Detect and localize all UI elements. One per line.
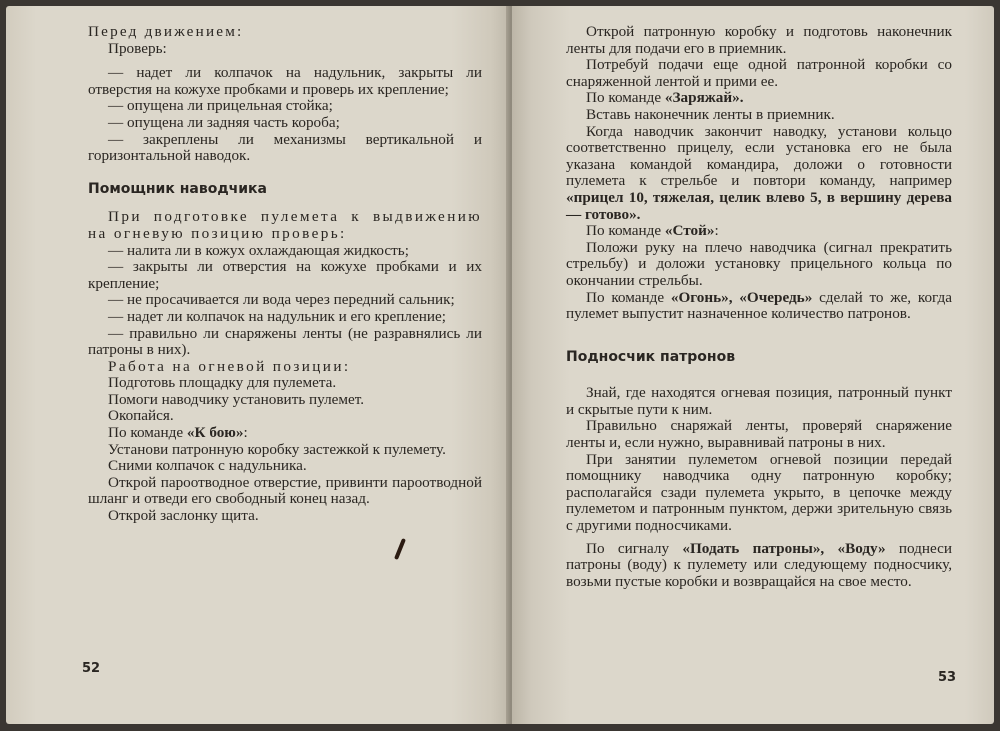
check-intro: Проверь: bbox=[108, 39, 167, 57]
after-item: Сними колпачок с надульника. bbox=[108, 457, 307, 475]
prep-item: — налита ли в кожух охлаждающая жидкость; bbox=[108, 241, 409, 259]
paragraph-fire bbox=[566, 290, 952, 323]
paragraph: Правильно снаряжай ленты, проверяй снаряжение ленты и, если нужно, выравнивай патроны в них. bbox=[566, 417, 952, 452]
paragraph-bold: «прицел 10, тяжелая, целик влево 5, в вершину дерева — готово». bbox=[566, 188, 952, 223]
prep-intro: При подготовке пулемета к выдвижению на огневую позицию проверь: bbox=[88, 208, 482, 242]
right-page bbox=[512, 6, 994, 724]
section-title-before-movement: Перед движением: bbox=[88, 23, 244, 40]
paragraph: Открой патронную коробку и подготовь наконечник ленты для подачи его в приемник. bbox=[566, 23, 952, 57]
command-line-to-battle bbox=[88, 425, 482, 442]
work-item: Подготовь площадку для пулемета. bbox=[108, 374, 337, 392]
command-name: «К бою» bbox=[186, 424, 244, 442]
prep-item: — не просачивается ли вода через передний сальник; bbox=[108, 291, 455, 309]
prep-item: — надет ли колпачок на надульник и его крепление; bbox=[108, 307, 446, 325]
paragraph-text: сделай то же, когда пулемет выпустит назначенное количество патронов. bbox=[566, 288, 952, 323]
after-item: Установи патронную коробку застежкой к пулемету. bbox=[108, 440, 446, 458]
check-item: — опущена ли задняя часть короба; bbox=[108, 113, 340, 131]
work-item: Помоги наводчику установить пулемет. bbox=[108, 390, 365, 408]
after-item: Открой заслонку щита. bbox=[108, 507, 259, 525]
work-item: Окопайся. bbox=[108, 407, 174, 425]
after-item: Открой пароотводное отверстие, привинти пароотводной шланг и отведи его свободный конец назад. bbox=[88, 473, 482, 508]
left-page bbox=[6, 6, 512, 724]
right-page-text bbox=[566, 24, 952, 590]
command-name: «Огонь», «Очередь» bbox=[670, 288, 813, 306]
check-item: — закреплены ли механизмы вертикальной и горизонтальной наводок. bbox=[88, 130, 482, 165]
command-prefix: По команде bbox=[586, 222, 665, 240]
section-heading-ammo-carrier: Подносчик патронов bbox=[566, 348, 736, 365]
command-prefix: По команде bbox=[108, 424, 187, 442]
ink-mark bbox=[394, 538, 406, 560]
command-suffix: : bbox=[714, 222, 719, 240]
command-suffix: : bbox=[243, 424, 248, 442]
command-name: «Заряжай». bbox=[664, 89, 744, 107]
section-heading-assistant: Помощник наводчика bbox=[88, 180, 268, 197]
prep-item: — закрыты ли отверстия на кожухе пробками и их крепление; bbox=[88, 258, 482, 292]
command-line-stop bbox=[566, 223, 952, 240]
paragraph-signal bbox=[566, 541, 952, 591]
paragraph: Положи руку на плечо наводчика (сигнал прекратить стрельбу) и доложи установку прицельного кольца по окончании стрельбы. bbox=[566, 238, 952, 289]
left-page-text bbox=[88, 24, 482, 525]
paragraph: Знай, где находятся огневая позиция, патронный пункт и скрытые пути к ним. bbox=[566, 384, 952, 418]
command-prefix: По команде bbox=[586, 89, 665, 107]
prep-item: — правильно ли снаряжены ленты (не разравнялись ли патроны в них). bbox=[88, 324, 482, 359]
command-name: «Подать патроны», «Воду» bbox=[682, 539, 886, 557]
command-line-load bbox=[566, 90, 952, 107]
command-name: «Стой» bbox=[664, 222, 715, 240]
command-prefix: По сигналу bbox=[586, 539, 683, 557]
check-item: — надет ли колпачок на надульник, закрыты ли отверстия на кожухе пробками и проверь их крепление; bbox=[88, 64, 482, 98]
paragraph: Вставь наконечник ленты в приемник. bbox=[586, 105, 835, 123]
paragraph-text: поднеси патроны (воду) к пулемету или следующему подносчику, возьми пустые коробки и возвращайся на свое место. bbox=[566, 539, 952, 590]
paragraph: При занятии пулеметом огневой позиции передай помощнику наводчика одну патронную коробку; располагайся сзади пулемета укрыто, в цепочке между пулеметом и патронным пунктом, держи зрительную связь с другими подносчиками. bbox=[566, 450, 952, 535]
page-number-left: 52 bbox=[82, 661, 101, 676]
check-item: — опущена ли прицельная стойка; bbox=[108, 97, 333, 115]
work-heading: Работа на огневой позиции: bbox=[108, 357, 351, 375]
page-number-right: 53 bbox=[938, 670, 957, 685]
paragraph: Потребуй подачи еще одной патронной коробки со снаряженной лентой и прими ее. bbox=[566, 56, 952, 90]
command-prefix: По команде bbox=[586, 288, 671, 306]
paragraph-text: Когда наводчик закончит наводку, установи кольцо соответственно прицелу, если установка его не была указана командой командира, доложи о готовности пулемета к стрельбе и повтори команду, например bbox=[566, 122, 952, 190]
paragraph-report bbox=[566, 124, 952, 224]
